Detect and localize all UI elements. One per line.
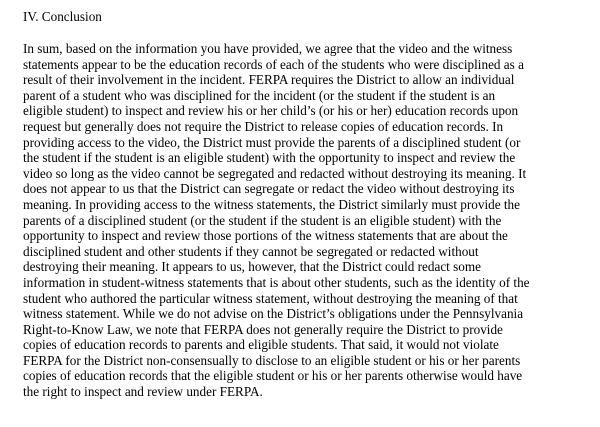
paragraph-line: witness statement. While we do not advise on the District’s obligations under the Pennsylvania <box>23 306 524 322</box>
paragraph-line: disciplined student and other students if they cannot be segregated or redacted without <box>23 243 479 259</box>
paragraph-line: Right-to-Know Law, we note that FERPA does not generally require the District to provide <box>23 321 503 337</box>
paragraph-line: parent of a student who was disciplined for the incident (or the student if the student is an <box>23 87 496 103</box>
paragraph-line: request but generally does not require the District to release copies of education records. In <box>23 118 504 134</box>
paragraph-line: result of their involvement in the incident. FERPA requires the District to allow an individual <box>23 72 515 88</box>
paragraph-line: providing access to the video, the District must provide the parents of a disciplined student (or <box>23 134 521 150</box>
paragraph-line: the student if the student is an eligible student) with the opportunity to inspect and review the <box>23 150 516 166</box>
paragraph-line: parents of a disciplined student (or the student if the student is an eligible student) with the <box>23 212 502 228</box>
conclusion-paragraph <box>23 41 600 400</box>
paragraph-line: information in student-witness statements that is about other students, such as the identity of the <box>23 274 530 290</box>
paragraph-line: destroying their meaning. It appears to us, however, that the District could redact some <box>23 259 481 275</box>
paragraph-line: student who authored the particular witness statement, without destroying the meaning of that <box>23 290 518 306</box>
paragraph-line: copies of education records that the eligible student or his or her parents otherwise would have <box>23 368 523 384</box>
paragraph-line: eligible student) to inspect and review his or her child’s (or his or her) education records upon <box>23 103 519 119</box>
paragraph-line: video so long as the video cannot be segregated and redacted without destroying its meaning. It <box>23 165 527 181</box>
paragraph-line: opportunity to inspect and review those portions of the witness statements that are about the <box>23 228 508 244</box>
paragraph-line: FERPA for the District non-consensually to disclose to an eligible student or his or her parents <box>23 352 521 368</box>
section-heading: IV. Conclusion <box>23 9 102 24</box>
paragraph-line: statements appear to be the education records of each of the students who were disciplined as a <box>23 56 524 72</box>
paragraph-line: In sum, based on the information you have provided, we agree that the video and the witness <box>23 41 513 56</box>
paragraph-line: copies of education records to parents and eligible students. That said, it would not violate <box>23 337 499 353</box>
paragraph-line: the right to inspect and review under FERPA. <box>23 384 263 400</box>
paragraph-line: does not appear to us that the District can segregate or redact the video without destroying its <box>23 181 515 197</box>
paragraph-line: meaning. In providing access to the witness statements, the District similarly must provide the <box>23 196 520 212</box>
